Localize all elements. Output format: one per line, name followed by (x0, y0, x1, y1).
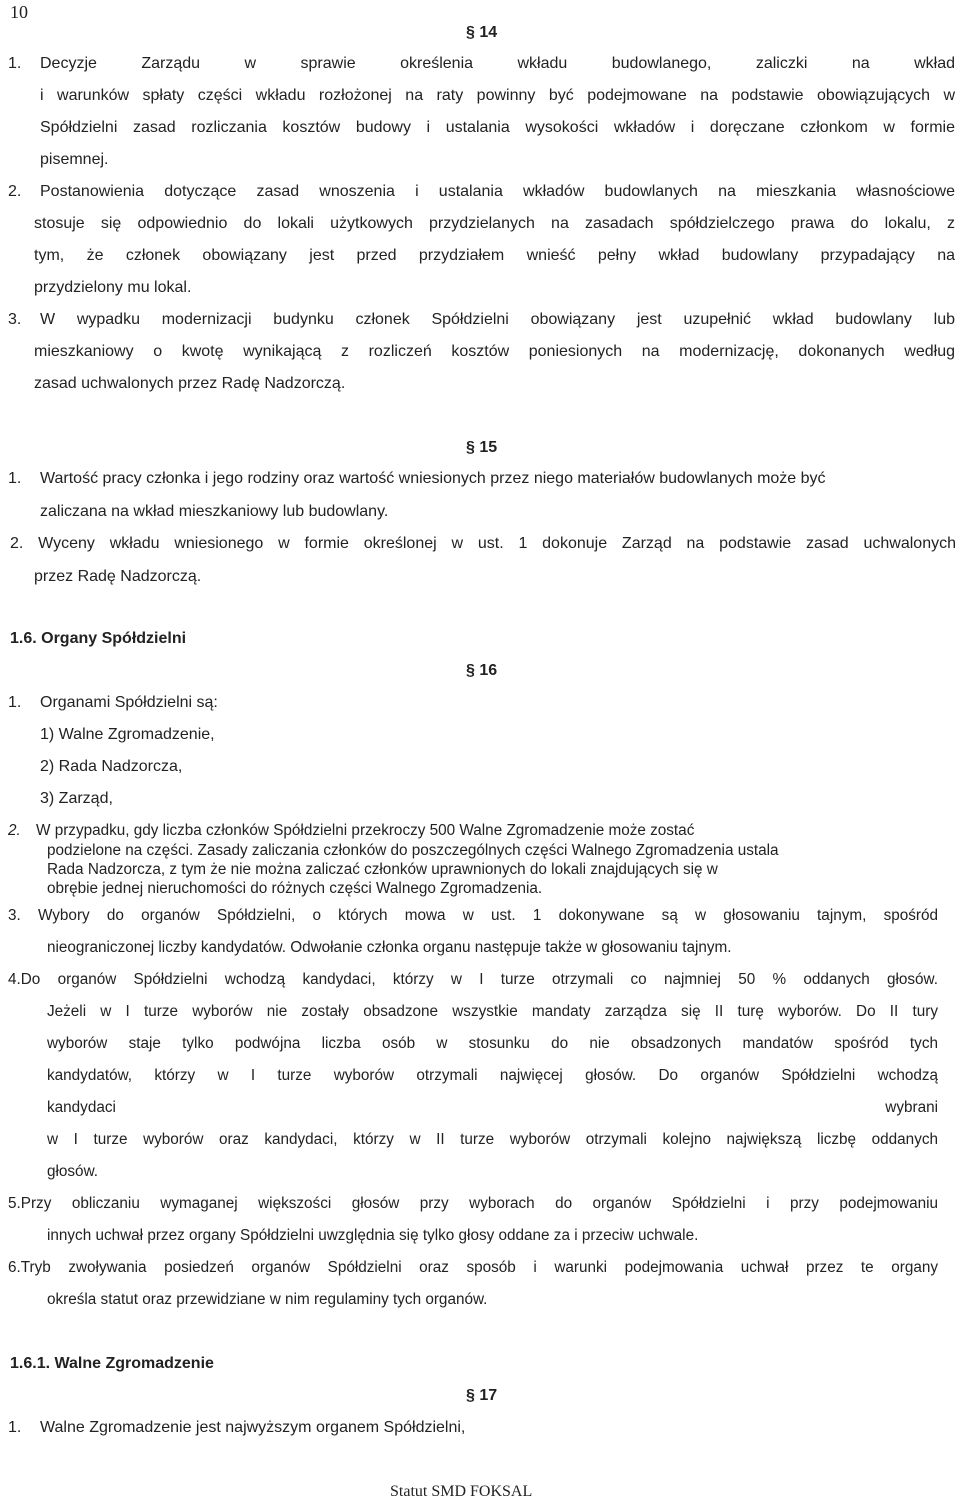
page-number: 10 (10, 2, 28, 22)
text-line: 2. Wyceny wkładu wniesionego w formie określonej w ust. 1 dokonuje Zarząd na podstawie zasad uchwalonych (10, 535, 956, 552)
text-fragment: kandydaci (47, 1099, 116, 1116)
text-line: zasad uchwalonych przez Radę Nadzorczą. (34, 375, 346, 392)
text-line: nieograniczonej liczby kandydatów. Odwołanie członka organu następuje także w głosowaniu tajnym. (47, 939, 732, 956)
section-17-heading: § 17 (466, 1387, 498, 1404)
text-line: wyborów staje tylko podwójna liczba osób w stosunku do nie obsadzonych mandatów spośród tych (47, 1035, 938, 1052)
section-16-heading: § 16 (466, 662, 498, 679)
text-line: kandydatów, którzy w I turze wyborów otrzymali najwięcej głosów. Do organów Spółdzielni wchodzą (47, 1067, 938, 1084)
text-line: W wypadku modernizacji budynku członek Spółdzielni obowiązany jest uzupełnić wkład budowlany lub (40, 311, 955, 328)
text-line: Postanowienia dotyczące zasad wnoszenia i ustalania wkładów budowlanych na mieszkania własnościowe (40, 183, 955, 200)
text-line: Wartość pracy członka i jego rodziny oraz wartość wniesionych przez niego materiałów budowlanych może być (40, 470, 826, 487)
text-line: W przypadku, gdy liczba członków Spółdzielni przekroczy 500 Walne Zgromadzenie może zostać (36, 822, 695, 839)
text-line: głosów. (47, 1163, 99, 1180)
text-line: i warunków spłaty części wkładu rozłożonej na raty powinny być podejmowane na podstawie obowiązujących w (40, 87, 955, 104)
text-line: 3. Wybory do organów Spółdzielni, o których mowa w ust. 1 dokonywane są w głosowaniu tajnym, spośród (8, 907, 938, 924)
paragraph-number: 1. (8, 694, 22, 711)
text-line: stosuje się odpowiednio do lokali użytkowych przydzielanych na zasadach spółdzielczego prawa do lokalu, z (34, 215, 955, 232)
text-line: 4.Do organów Spółdzielni wchodzą kandydaci, którzy w I turze otrzymali co najmniej 50 % oddanych głosów. (8, 971, 938, 988)
text-line: tym, że członek obowiązany jest przed przydziałem wnieść pełny wkład budowlany przypadający na (34, 247, 955, 264)
text-line: zaliczana na wkład mieszkaniowy lub budowlany. (40, 503, 389, 520)
text-line: Spółdzielni zasad rozliczania kosztów budowy i ustalania wysokości wkładów i doręczane członkom w formie (40, 119, 955, 136)
paragraph-number: 1. (8, 55, 22, 72)
text-line: pisemnej. (40, 151, 109, 168)
text-fragment: wybrani (885, 1099, 938, 1116)
text-line: określa statut oraz przewidziane w nim regulaminy tych organów. (47, 1291, 488, 1308)
text-line: Organami Spółdzielni są: (40, 694, 218, 711)
text-line: przydzielony mu lokal. (34, 279, 192, 296)
text-line: podzielone na części. Zasady zaliczania członków do poszczególnych części Walnego Zgromadzenia ustala (47, 842, 779, 859)
paragraph-number: 3. (8, 311, 22, 328)
paragraph-number: 2. (8, 822, 21, 839)
text-line: Walne Zgromadzenie jest najwyższym organem Spółdzielni, (40, 1419, 466, 1436)
page-footer: Statut SMD FOKSAL (390, 1483, 533, 1500)
text-line: innych uchwał przez organy Spółdzielni uwzględnia się tylko głosy oddane za i przeciw uchwale. (47, 1227, 699, 1244)
list-item: 2) Rada Nadzorcza, (40, 758, 183, 775)
section-15-heading: § 15 (466, 439, 498, 456)
text-line: Rada Nadzorcza, z tym że nie można zaliczać członków uprawnionych do lokali znajdujących się w (47, 861, 718, 878)
text-line: Decyzje Zarządu w sprawie określenia wkładu budowlanego, zaliczki na wkład (40, 55, 955, 72)
split-line (47, 1099, 938, 1131)
text-line: w I turze wyborów oraz kandydaci, którzy w II turze wyborów otrzymali kolejno największą liczbę oddanych (47, 1131, 938, 1148)
section-14-heading: § 14 (466, 24, 498, 41)
text-line: Jeżeli w I turze wyborów nie zostały obsadzone wszystkie mandaty zarządza się II turę wyborów. Do II tury (47, 1003, 938, 1020)
chapter-heading-walne: 1.6.1. Walne Zgromadzenie (10, 1355, 214, 1372)
text-line: mieszkaniowy o kwotę wynikającą z rozliczeń kosztów poniesionych na modernizację, dokonanych według (34, 343, 955, 360)
chapter-heading-organy: 1.6. Organy Spółdzielni (10, 630, 187, 647)
text-line: obrębie jednej nieruchomości do różnych części Walnego Zgromadzenia. (47, 880, 543, 897)
text-line: 6.Tryb zwoływania posiedzeń organów Spółdzielni oraz sposób i warunki podejmowania uchwał przez te organy (8, 1259, 938, 1276)
list-item: 1) Walne Zgromadzenie, (40, 726, 215, 743)
paragraph-number: 1. (8, 470, 22, 487)
paragraph-number: 2. (8, 183, 22, 200)
list-item: 3) Zarząd, (40, 790, 113, 807)
paragraph-number: 1. (8, 1419, 22, 1436)
text-line: przez Radę Nadzorczą. (34, 568, 202, 585)
text-line: 5.Przy obliczaniu wymaganej większości głosów przy wyborach do organów Spółdzielni i przy podejmowaniu (8, 1195, 938, 1212)
